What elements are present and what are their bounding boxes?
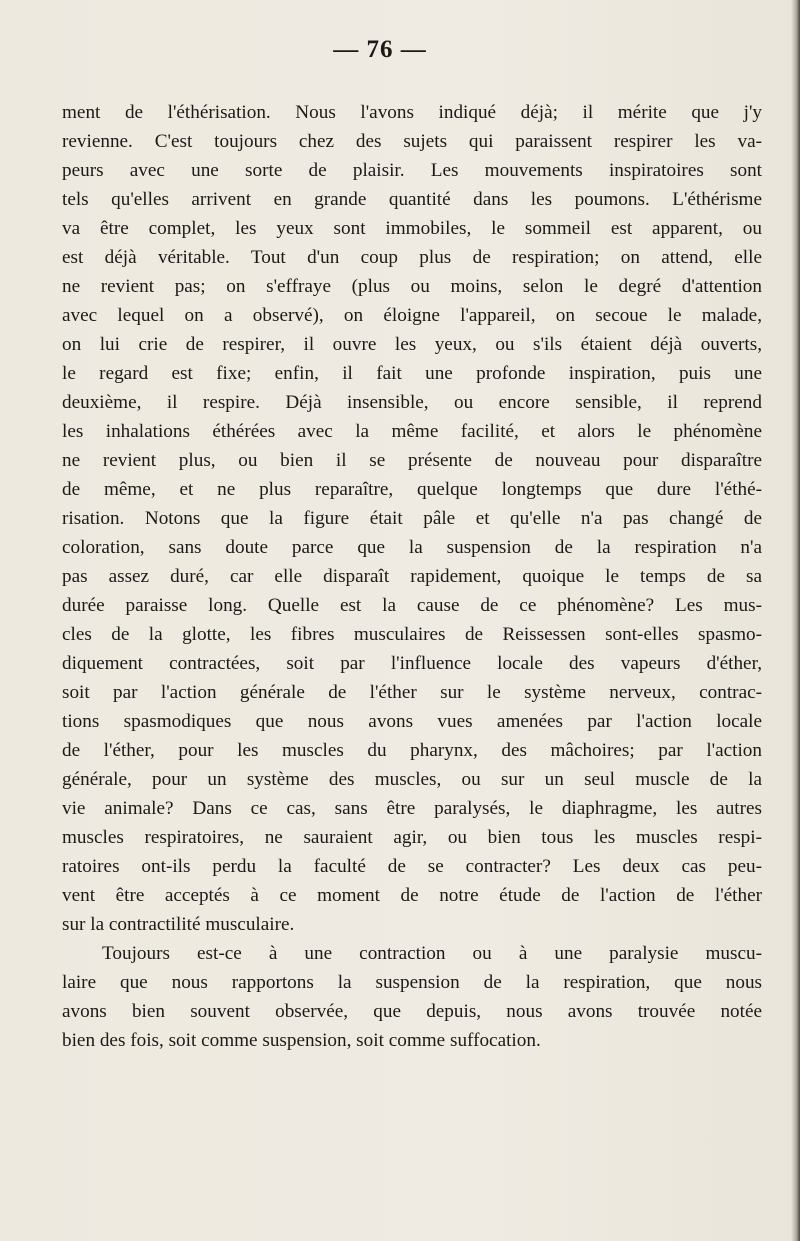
text-line: diquement contractées, soit par l'influence locale des vapeurs d'éther,: [62, 653, 762, 674]
text-line: de même, et ne plus reparaître, quelque longtemps que dure l'éthé-: [62, 479, 762, 500]
text-line: sur la contractilité musculaire.: [62, 914, 295, 935]
text-line: bien des fois, soit comme suspension, soit comme suffocation.: [62, 1030, 541, 1051]
text-line: ratoires ont-ils perdu la faculté de se contracter? Les deux cas peu-: [62, 856, 762, 877]
paragraph-2: [62, 939, 762, 1055]
text-line: peurs avec une sorte de plaisir. Les mouvements inspiratoires sont: [62, 160, 762, 181]
text-line: le regard est fixe; enfin, il fait une profonde inspiration, puis une: [62, 363, 762, 384]
paragraph-1: [62, 98, 762, 939]
text-line: muscles respiratoires, ne sauraient agir, ou bien tous les muscles respi-: [62, 827, 762, 848]
body-text: [62, 98, 762, 1055]
text-line: de l'éther, pour les muscles du pharynx, des mâchoires; par l'action: [62, 740, 762, 761]
text-line: les inhalations éthérées avec la même facilité, et alors le phénomène: [62, 421, 762, 442]
text-line: laire que nous rapportons la suspension de la respiration, que nous: [62, 972, 762, 993]
page-edge-shadow: [791, 0, 800, 1241]
text-line: avons bien souvent observée, que depuis, nous avons trouvée notée: [62, 1001, 762, 1022]
text-line: ment de l'éthérisation. Nous l'avons indiqué déjà; il mérite que j'y: [62, 102, 762, 123]
text-line: on lui crie de respirer, il ouvre les yeux, ou s'ils étaient déjà ouverts,: [62, 334, 762, 355]
text-line: cles de la glotte, les fibres musculaires de Reissessen sont-elles spasmo-: [62, 624, 762, 645]
text-line: pas assez duré, car elle disparaît rapidement, quoique le temps de sa: [62, 566, 762, 587]
text-line: coloration, sans doute parce que la suspension de la respiration n'a: [62, 537, 762, 558]
text-line: deuxième, il respire. Déjà insensible, ou encore sensible, il reprend: [62, 392, 762, 413]
text-line: ne revient pas; on s'effraye (plus ou moins, selon le degré d'attention: [62, 276, 762, 297]
text-line: vie animale? Dans ce cas, sans être paralysés, le diaphragme, les autres: [62, 798, 762, 819]
page-number: — 76 —: [333, 36, 427, 63]
text-line: avec lequel on a observé), on éloigne l'appareil, on secoue le malade,: [62, 305, 762, 326]
text-line: va être complet, les yeux sont immobiles, le sommeil est apparent, ou: [62, 218, 762, 239]
text-line: tels qu'elles arrivent en grande quantité dans les poumons. L'éthérisme: [62, 189, 762, 210]
text-line: Toujours est-ce à une contraction ou à une paralysie muscu-: [102, 943, 762, 964]
text-line: est déjà véritable. Tout d'un coup plus de respiration; on attend, elle: [62, 247, 762, 268]
text-line: tions spasmodiques que nous avons vues amenées par l'action locale: [62, 711, 762, 732]
text-line: vent être acceptés à ce moment de notre étude de l'action de l'éther: [62, 885, 762, 906]
text-line: revienne. C'est toujours chez des sujets qui paraissent respirer les va-: [62, 131, 762, 152]
text-line: risation. Notons que la figure était pâle et qu'elle n'a pas changé de: [62, 508, 762, 529]
text-line: durée paraisse long. Quelle est la cause de ce phénomène? Les mus-: [62, 595, 762, 616]
text-line: générale, pour un système des muscles, ou sur un seul muscle de la: [62, 769, 762, 790]
text-line: soit par l'action générale de l'éther sur le système nerveux, contrac-: [62, 682, 762, 703]
text-line: ne revient plus, ou bien il se présente de nouveau pour disparaître: [62, 450, 762, 471]
